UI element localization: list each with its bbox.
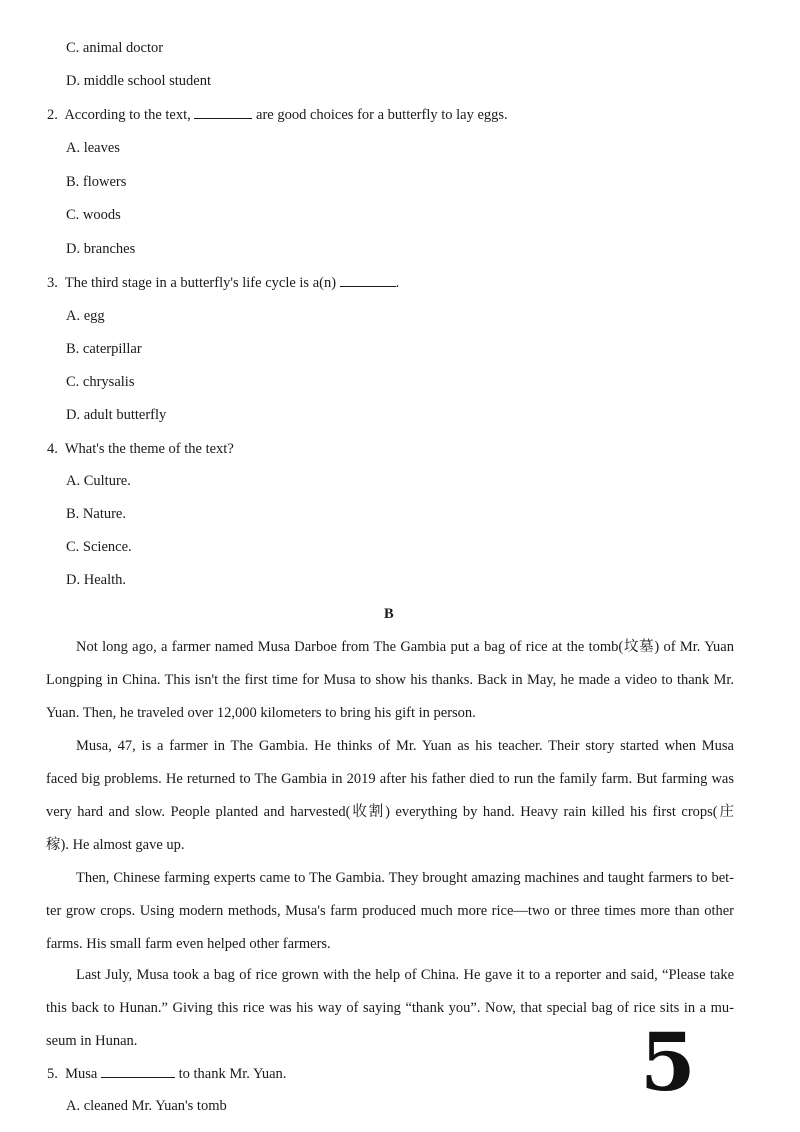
q2-option-b: B. flowers	[66, 174, 127, 190]
passage-line: farms. His small farm even helped other farmers.	[46, 936, 331, 952]
question-3	[47, 274, 399, 292]
section-title: B	[384, 606, 394, 622]
q3-option-b: B. caterpillar	[66, 341, 142, 357]
question-stem: What's the theme of the text?	[64, 441, 234, 457]
q1-option-c: C. animal doctor	[66, 40, 164, 56]
passage-paragraph-2	[46, 730, 734, 862]
answer-blank	[340, 274, 396, 287]
passage-line: seum in Hunan.	[46, 1033, 138, 1049]
question-stem-before: The third stage in a butterfly's life cycle is a(n)	[64, 275, 337, 291]
passage-line: 稼). He almost gave up.	[46, 837, 185, 853]
page-number: 5	[640, 1015, 696, 1109]
answer-blank	[101, 1065, 175, 1078]
passage-paragraph-3	[46, 862, 734, 961]
q2-option-a: A. leaves	[66, 140, 120, 156]
passage-line: Then, Chinese farming experts came to The Gambia. They brought amazing machines and taught farmers to bet-	[76, 870, 734, 886]
question-stem-before: According to the text,	[64, 107, 191, 123]
q3-option-c: C. chrysalis	[66, 374, 135, 390]
passage-line: Yuan. Then, he traveled over 12,000 kilometers to bring his gift in person.	[46, 705, 476, 721]
answer-blank	[194, 106, 252, 119]
question-number: 3.	[47, 275, 58, 291]
passage-line: this back to Hunan.” Giving this rice was his way of saying “thank you”. Now, that special bag of rice sits in a mu-	[46, 1000, 734, 1016]
question-5	[47, 1065, 286, 1083]
q1-option-d: D. middle school student	[66, 73, 211, 89]
passage-line: faced big problems. He returned to The Gambia in 2019 after his father died to run the family farm. But farming was	[46, 771, 734, 787]
q5-option-a: A. cleaned Mr. Yuan's tomb	[66, 1098, 227, 1114]
q3-option-a: A. egg	[66, 308, 105, 324]
question-number: 2.	[47, 107, 58, 123]
question-stem-after: .	[395, 275, 400, 291]
q4-option-b: B. Nature.	[66, 506, 126, 522]
passage-line: Last July, Musa took a bag of rice grown with the help of China. He gave it to a reporter and said, “Please take	[76, 967, 734, 983]
q2-option-c: C. woods	[66, 207, 121, 223]
passage-line: Musa, 47, is a farmer in The Gambia. He thinks of Mr. Yuan as his teacher. Their story started when Musa	[76, 738, 734, 754]
passage-line: ter grow crops. Using modern methods, Musa's farm produced much more rice—two or three times more than other	[46, 903, 734, 919]
passage-paragraph-4	[46, 959, 734, 1058]
q3-option-d: D. adult butterfly	[66, 407, 167, 423]
question-number: 5.	[47, 1066, 58, 1082]
q4-option-a: A. Culture.	[66, 473, 131, 489]
question-number: 4.	[47, 441, 58, 457]
question-stem-before: Musa	[65, 1066, 98, 1082]
passage-line: very hard and slow. People planted and harvested(收割) everything by hand. Heavy rain killed his first crops(庄	[46, 804, 734, 820]
passage-paragraph-1	[46, 631, 734, 730]
passage-line: Longping in China. This isn't the first time for Musa to show his thanks. Back in May, he made a video to thank Mr.	[46, 672, 734, 688]
question-stem-after: are good choices for a butterfly to lay eggs.	[256, 107, 508, 123]
question-4	[47, 440, 234, 458]
passage-line: Not long ago, a farmer named Musa Darboe from The Gambia put a bag of rice at the tomb(坟墓) of Mr. Yuan	[76, 639, 734, 655]
question-2	[47, 106, 508, 124]
q4-option-c: C. Science.	[66, 539, 132, 555]
q2-option-d: D. branches	[66, 241, 136, 257]
q4-option-d: D. Health.	[66, 572, 126, 588]
question-stem-after: to thank Mr. Yuan.	[178, 1066, 287, 1082]
